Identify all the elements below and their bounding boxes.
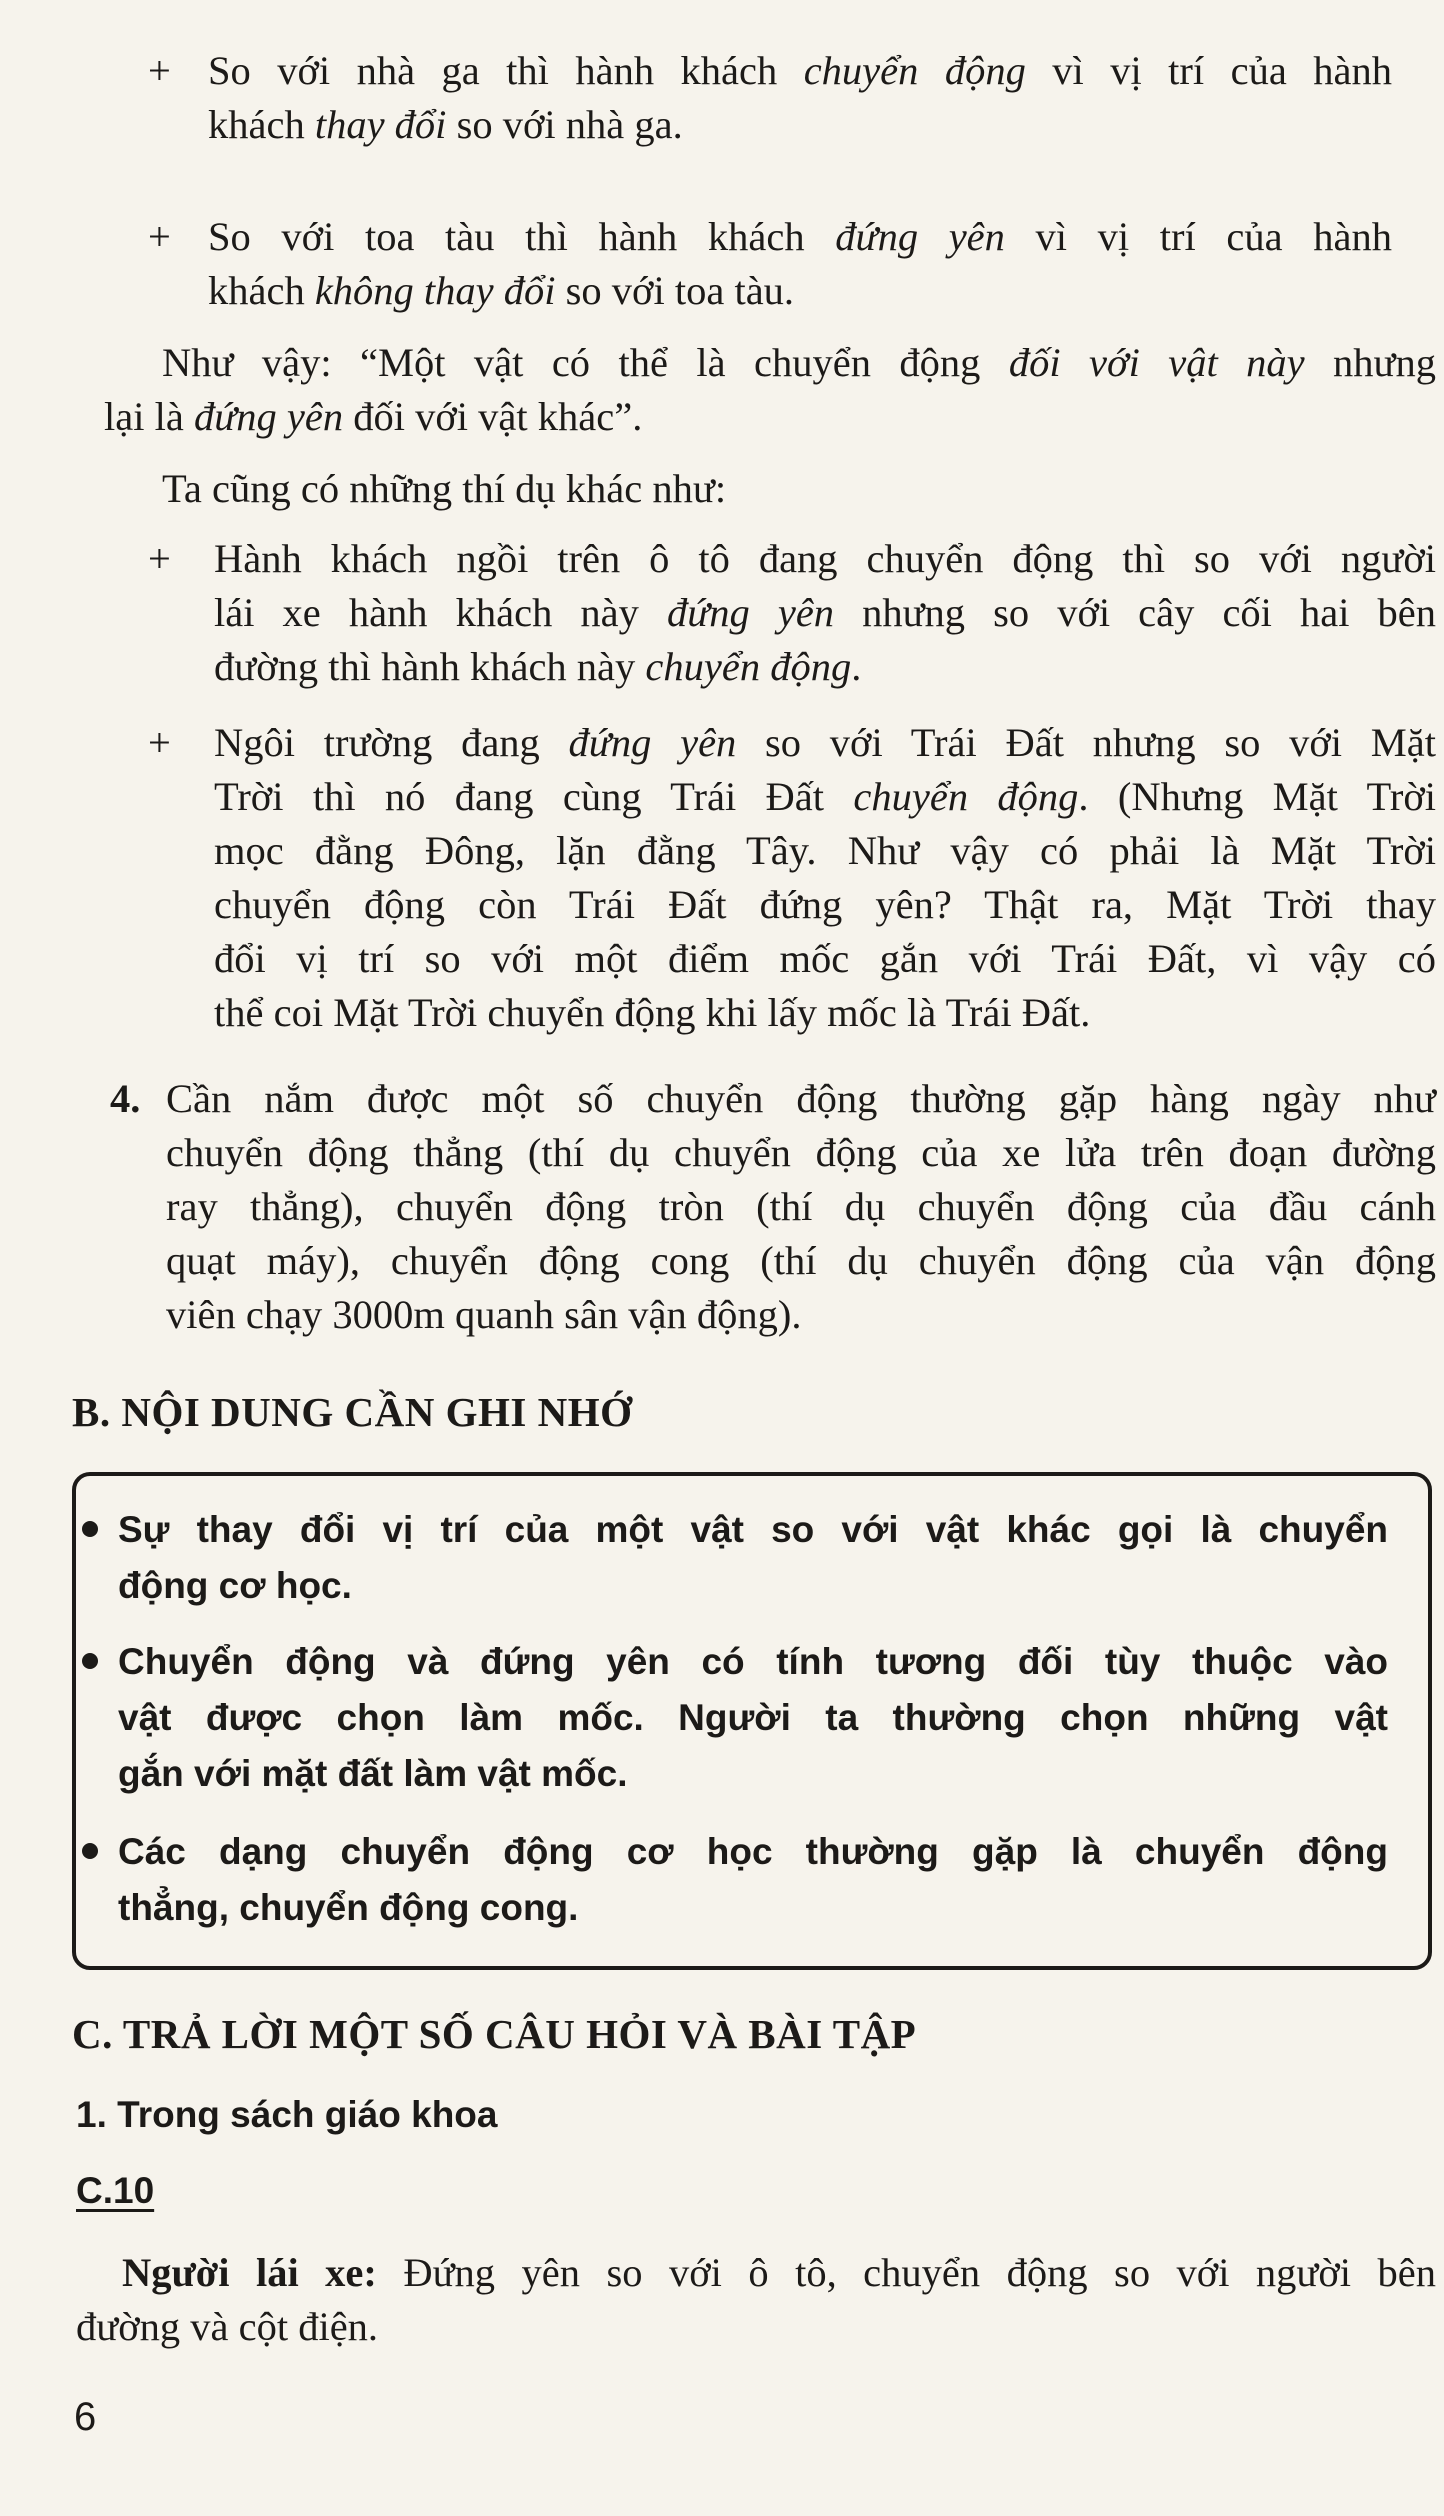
- bullet-marker: +: [148, 536, 171, 581]
- text-line: So với toa tàu thì hành khách đứng yên vì vị trí của hành: [208, 214, 1392, 259]
- summary-point: Các dạng chuyển động cơ học thường gặp là chuyển động thẳng, chuyển động cong.: [118, 1824, 1388, 1936]
- text-line: So với nhà ga thì hành khách chuyển động vì vị trí của hành: [208, 48, 1392, 93]
- text-line: Ngôi trường đang đứng yên so với Trái Đất nhưng so với Mặt: [214, 720, 1436, 765]
- bullet-item-station: [148, 44, 1392, 152]
- bullet-item-school: [148, 716, 1437, 1040]
- bullet-marker: +: [148, 720, 171, 765]
- text-line: khách không thay đổi so với toa tàu.: [208, 268, 795, 313]
- bullet-dot-icon: [82, 1653, 98, 1669]
- text-line: viên chạy 3000m quanh sân vận động).: [166, 1292, 802, 1337]
- text-line: Trời thì nó đang cùng Trái Đất chuyển động. (Nhưng Mặt Trời: [214, 774, 1437, 819]
- bullet-item-car: [148, 532, 1437, 694]
- text-line: mọc đằng Đông, lặn đằng Tây. Như vậy có phải là Mặt Trời: [214, 828, 1436, 873]
- text-line: ray thẳng), chuyển động tròn (thí dụ chuyển động của đầu cánh: [166, 1184, 1436, 1229]
- text-line: chuyển động còn Trái Đất đứng yên? Thật ra, Mặt Trời thay: [214, 882, 1436, 927]
- bullet-marker: +: [148, 48, 171, 93]
- text-line: thể coi Mặt Trời chuyển động khi lấy mốc là Trái Đất.: [214, 990, 1091, 1035]
- section-c-heading: C. TRẢ LỜI MỘT SỐ CÂU HỎI VÀ BÀI TẬP: [72, 2011, 917, 2057]
- answer-paragraph: [76, 2246, 1436, 2354]
- bullet-dot-icon: [82, 1843, 98, 1859]
- text-line: chuyển động thẳng (thí dụ chuyển động của xe lửa trên đoạn đường: [166, 1130, 1436, 1175]
- text-line: Cần nắm được một số chuyển động thường gặp hàng ngày như: [166, 1076, 1436, 1121]
- bullet-dot-icon: [82, 1521, 98, 1537]
- question-label: C.10: [76, 2170, 155, 2211]
- text-line: khách thay đổi so với nhà ga.: [208, 102, 683, 147]
- text-line: đổi vị trí so với một điểm mốc gắn với Trái Đất, vì vậy có: [214, 936, 1436, 981]
- conclusion-paragraph: [96, 336, 1436, 444]
- summary-point: Sự thay đổi vị trí của một vật so với vật khác gọi là chuyển động cơ học.: [118, 1502, 1388, 1614]
- text-line: quạt máy), chuyển động cong (thí dụ chuyển động của vận động: [166, 1238, 1436, 1283]
- text-line: Như vậy: “Một vật có thể là chuyển động đối với vật này nhưng: [162, 340, 1436, 385]
- text-line: Hành khách ngồi trên ô tô đang chuyển động thì so với người: [214, 536, 1436, 581]
- numbered-item-4: [110, 1072, 1436, 1342]
- item-number: 4.: [110, 1076, 141, 1121]
- subsection-heading: 1. Trong sách giáo khoa: [76, 2094, 498, 2135]
- text-line: đường thì hành khách này chuyển động.: [214, 644, 862, 689]
- section-b-heading: B. NỘI DUNG CẦN GHI NHỚ: [72, 1389, 633, 1435]
- text-line: lái xe hành khách này đứng yên nhưng so với cây cối hai bên: [214, 590, 1437, 635]
- page-number: 6: [74, 2395, 97, 2439]
- text-line: đường và cột điện.: [76, 2304, 379, 2349]
- bullet-item-carriage: [148, 210, 1392, 318]
- summary-point: Chuyển động và đứng yên có tính tương đối tùy thuộc vào vật được chọn làm mốc. Người ta thường chọn những vật gắn với mặt đất làm vật mốc.: [118, 1634, 1388, 1802]
- bullet-marker: +: [148, 214, 171, 259]
- text-line: lại là đứng yên đối với vật khác”.: [104, 394, 643, 439]
- other-examples-intro: Ta cũng có những thí dụ khác như:: [162, 466, 727, 511]
- text-line: Người lái xe: Đứng yên so với ô tô, chuyển động so với người bên: [122, 2250, 1436, 2295]
